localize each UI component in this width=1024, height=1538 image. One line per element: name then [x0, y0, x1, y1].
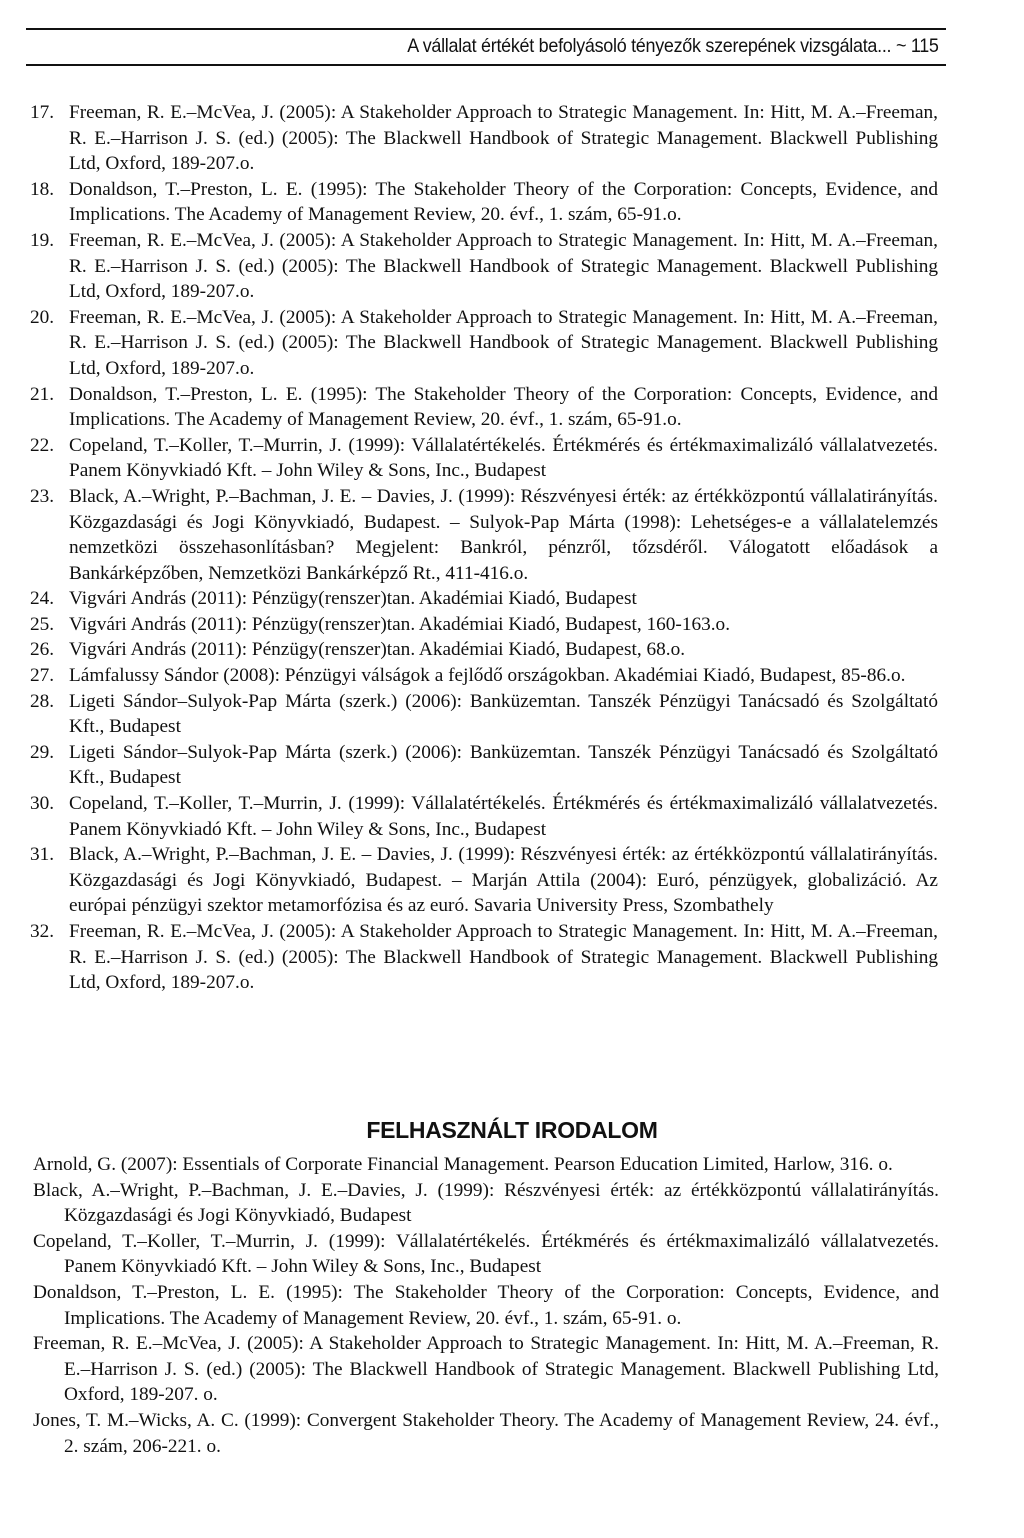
- endnote-number: 24.: [30, 588, 55, 610]
- bibliography-entry: Arnold, G. (2007): Essentials of Corporate Financial Management. Pearson Education Limited, Harlow, 316. o.: [33, 1154, 893, 1175]
- endnote: [30, 305, 938, 382]
- endnote-text: Donaldson, T.–Preston, L. E. (1995): The Stakeholder Theory of the Corporation: Concepts, Evidence, and Implications. The Academy of Management Review, 20. évf., 1. szám, 65-91.o.: [69, 178, 938, 226]
- endnote-text: Copeland, T.–Koller, T.–Murrin, J. (1999): Vállalatértékelés. Értékmérés és értékmaximalizáló vállalatvezetés. Panem Könyvkiadó Kft. – John Wiley & Sons, Inc., Budapest: [69, 434, 938, 482]
- bibliography-entry: Copeland, T.–Koller, T.–Murrin, J. (1999): Vállalatértékelés. Értékmérés és értékmaximalizáló vállalatvezetés. Panem Könyvkiadó Kft. – John Wiley & Sons, Inc., Budapest: [33, 1230, 939, 1278]
- endnote: [30, 740, 938, 791]
- endnote-number: 31.: [30, 844, 55, 866]
- endnote: [30, 612, 938, 638]
- endnote-number: 19.: [30, 229, 55, 251]
- endnote: [30, 586, 938, 612]
- endnote-text: Ligeti Sándor–Sulyok-Pap Márta (szerk.) (2006): Banküzemtan. Tanszék Pénzügyi Tanácsadó és Szolgáltató Kft., Budapest: [69, 741, 938, 789]
- running-header: [26, 28, 946, 66]
- endnote-number: 30.: [30, 793, 55, 815]
- endnote-text: Freeman, R. E.–McVea, J. (2005): A Stakeholder Approach to Strategic Management. In: Hitt, M. A.–Freeman, R. E.–Harrison J. S. (ed.) (2005): The Blackwell Handbook of Strategic Management. Blackwell Publishing Ltd, Oxford, 189-207.o.: [69, 102, 938, 175]
- endnote-text: Vigvári András (2011): Pénzügy(renszer)tan. Akadémiai Kiadó, Budapest, 160-163.o.: [69, 613, 731, 635]
- endnote-number: 23.: [30, 485, 55, 507]
- endnote: [30, 842, 938, 919]
- endnote-number: 21.: [30, 383, 55, 405]
- endnote: [30, 433, 938, 484]
- endnote: [30, 791, 938, 842]
- bibliography-entry: Donaldson, T.–Preston, L. E. (1995): The Stakeholder Theory of the Corporation: Concepts, Evidence, and Implications. The Academy of Management Review, 20. évf., 1. szám, 65-91. o.: [33, 1281, 939, 1329]
- endnote-number: 26.: [30, 639, 55, 661]
- endnote: [30, 177, 938, 228]
- endnote-text: Copeland, T.–Koller, T.–Murrin, J. (1999): Vállalatértékelés. Értékmérés és értékmaximalizáló vállalatvezetés. Panem Könyvkiadó Kft. – John Wiley & Sons, Inc., Budapest: [69, 793, 938, 840]
- endnote-text: Donaldson, T.–Preston, L. E. (1995): The Stakeholder Theory of the Corporation: Concepts, Evidence, and Implications. The Academy of Management Review, 20. évf., 1. szám, 65-91.o.: [69, 383, 938, 431]
- endnote: [30, 228, 938, 305]
- endnote: [30, 637, 938, 663]
- endnote-number: 20.: [30, 306, 55, 328]
- endnote: [30, 100, 938, 177]
- endnote: [30, 663, 938, 689]
- endnote-text: Freeman, R. E.–McVea, J. (2005): A Stakeholder Approach to Strategic Management. In: Hitt, M. A.–Freeman, R. E.–Harrison J. S. (ed.) (2005): The Blackwell Handbook of Strategic Management. Blackwell Publishing Ltd, Oxford, 189-207.o.: [69, 229, 938, 303]
- endnote-text: Freeman, R. E.–McVea, J. (2005): A Stakeholder Approach to Strategic Management. In: Hitt, M. A.–Freeman, R. E.–Harrison J. S. (ed.) (2005): The Blackwell Handbook of Strategic Management. Blackwell Publishing Ltd, Oxford, 189-207.o.: [69, 921, 938, 994]
- endnote: [30, 382, 938, 433]
- running-title: A vállalat értékét befolyásoló tényezők szerepének vizsgálata... ~ 115: [407, 35, 939, 57]
- endnote-text: Ligeti Sándor–Sulyok-Pap Márta (szerk.) (2006): Banküzemtan. Tanszék Pénzügyi Tanácsadó és Szolgáltató Kft., Budapest: [69, 690, 938, 738]
- endnote-text: Vigvári András (2011): Pénzügy(renszer)tan. Akadémiai Kiadó, Budapest, 68.o.: [69, 639, 686, 661]
- endnote-text: Vigvári András (2011): Pénzügy(renszer)tan. Akadémiai Kiadó, Budapest: [69, 588, 637, 610]
- section-title: FELHASZNÁLT IRODALOM: [366, 1117, 658, 1144]
- endnote: [30, 689, 938, 740]
- header-rule-bottom: [26, 64, 946, 66]
- bibliography-entry: Jones, T. M.–Wicks, A. C. (1999): Convergent Stakeholder Theory. The Academy of Management Review, 24. évf., 2. szám, 206-221. o.: [33, 1409, 939, 1457]
- endnote-text: Lámfalussy Sándor (2008): Pénzügyi válságok a fejlődő országokban. Akadémiai Kiadó, Budapest, 85-86.o.: [69, 665, 906, 687]
- endnote-text: Black, A.–Wright, P.–Bachman, J. E. – Davies, J. (1999): Részvényesi érték: az értékközpontú vállalatirányítás. Közgazdasági és Jogi Könyvkiadó, Budapest. – Marján Attila (2004): Euró, pénzügyek, globalizáció. Az európai pénzügyi szektor metamorfózisa és az euró. Savaria University Press, Szombathely: [69, 844, 938, 917]
- bibliography-entry: Freeman, R. E.–McVea, J. (2005): A Stakeholder Approach to Strategic Management. In: Hitt, M. A.–Freeman, R. E.–Harrison J. S. (ed.) (2005): The Blackwell Handbook of Strategic Management. Blackwell Publishing Ltd, Oxford, 189-207. o.: [33, 1333, 939, 1406]
- bibliography-list: [33, 1152, 939, 1459]
- endnote-number: 17.: [30, 102, 55, 123]
- endnote-number: 32.: [30, 921, 55, 942]
- endnote-text: Black, A.–Wright, P.–Bachman, J. E. – Davies, J. (1999): Részvényesi érték: az értékközpontú vállalatirányítás. Közgazdasági és Jogi Könyvkiadó, Budapest. – Sulyok-Pap Márta (1998): Lehetséges-e a vállalatelemzés nemzetközi összehasonlításban? Megjelent: Bankról, pénzről, tőzsdéről. Válogatott előadások a Bankárképzőben, Nemzetközi Bankárképző Rt., 411-416.o.: [69, 485, 938, 584]
- endnote-number: 18.: [30, 178, 55, 200]
- endnote: [30, 919, 938, 996]
- endnotes-list: [30, 100, 938, 996]
- endnote-number: 28.: [30, 690, 55, 712]
- endnote: [30, 484, 938, 586]
- bibliography-entry: Black, A.–Wright, P.–Bachman, J. E.–Davies, J. (1999): Részvényesi érték: az értékközpontú vállalatirányítás. Közgazdasági és Jogi Könyvkiadó, Budapest: [33, 1179, 939, 1227]
- endnote-number: 29.: [30, 741, 55, 763]
- endnote-number: 22.: [30, 434, 55, 456]
- endnote-number: 25.: [30, 613, 55, 635]
- endnote-number: 27.: [30, 665, 55, 687]
- endnote-text: Freeman, R. E.–McVea, J. (2005): A Stakeholder Approach to Strategic Management. In: Hitt, M. A.–Freeman, R. E.–Harrison J. S. (ed.) (2005): The Blackwell Handbook of Strategic Management. Blackwell Publishing Ltd, Oxford, 189-207.o.: [69, 306, 938, 379]
